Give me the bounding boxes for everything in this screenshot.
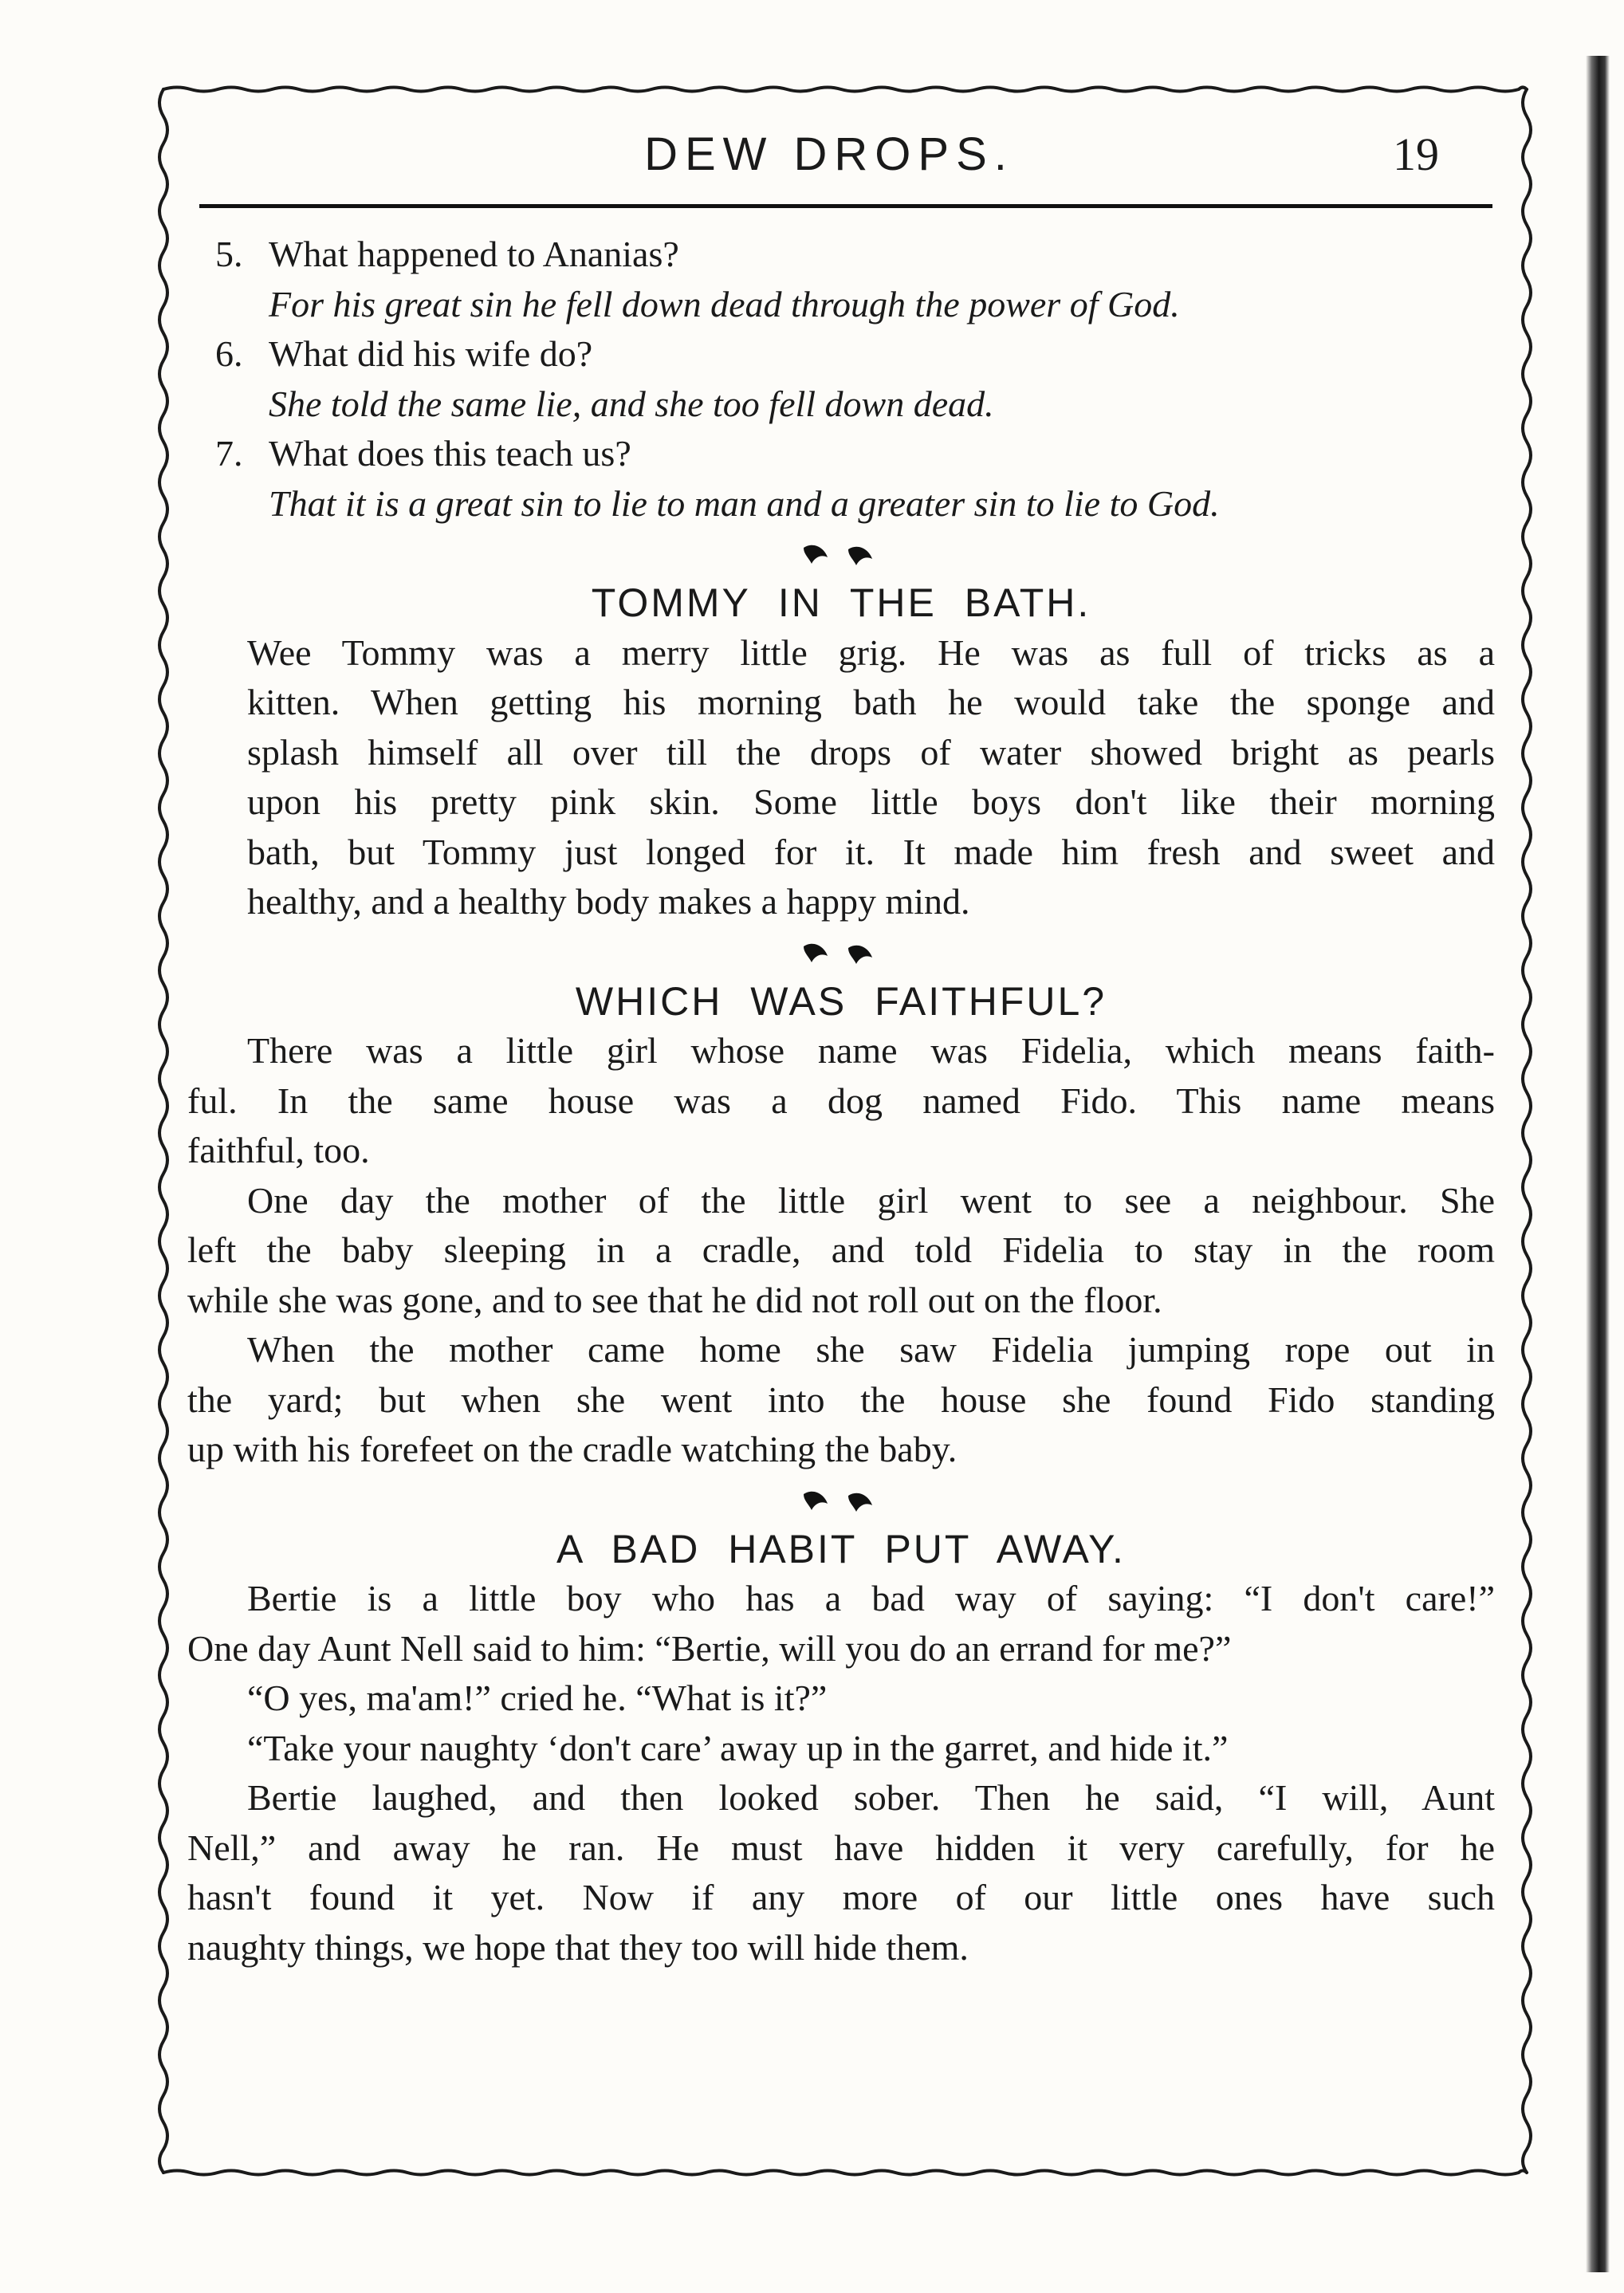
question-number: 6. <box>215 333 243 374</box>
text-line: One day the mother of the little girl went to see a neighbour. She <box>247 1179 1495 1221</box>
text-line: “Take your naughty ‘don't care’ away up in the garret, and hide it.” <box>247 1727 1229 1768</box>
running-title: DEW DROPS. <box>644 128 1014 180</box>
paragraph <box>187 1773 1495 1972</box>
text-line: hasn't found it yet. Now if any more of our little ones have such <box>187 1877 1495 1917</box>
text-line: splash himself all over till the drops of water showed bright as pearls <box>247 731 1495 773</box>
text-line: left the baby sleeping in a cradle, and told Fidelia to stay in the room <box>187 1229 1495 1270</box>
paragraph <box>187 1724 1495 1774</box>
text-line: Nell,” and away he ran. He must have hidden it very carefully, for he <box>187 1827 1495 1868</box>
page-number: 19 <box>1393 128 1439 180</box>
text-line: kitten. When getting his morning bath he would take the sponge and <box>247 682 1495 722</box>
paragraph <box>187 1176 1495 1326</box>
answer-5: For his great sin he fell down dead through the power of God. <box>269 283 1180 324</box>
text-line: the yard; but when she went into the house she found Fido standing <box>187 1379 1495 1420</box>
text-line: up with his forefeet on the cradle watching the baby. <box>187 1429 957 1469</box>
question-7 <box>187 429 1495 479</box>
section-title: A BAD HABIT PUT AWAY. <box>556 1526 1126 1571</box>
page-content <box>187 230 1495 1972</box>
header-rule <box>199 204 1492 208</box>
fleuron-ornament <box>187 927 1495 977</box>
fleuron-ornament <box>187 1475 1495 1524</box>
text-line: healthy, and a healthy body makes a happy mind. <box>247 881 970 922</box>
catechism-questions <box>187 230 1495 529</box>
question-6 <box>187 329 1495 380</box>
text-line: ful. In the same house was a dog named Fido. This name means <box>187 1080 1495 1121</box>
question-text: What happened to Ananias? <box>269 234 679 274</box>
question-number: 7. <box>215 433 243 474</box>
fleuron-ornament <box>187 529 1495 578</box>
paragraph <box>187 1325 1495 1475</box>
text-line: upon his pretty pink skin. Some little boys don't like their morning <box>247 781 1495 822</box>
text-line: naughty things, we hope that they too will hide them. <box>187 1926 969 1968</box>
text-line: Bertie is a little boy who has a bad way of saying: “I don't care!” <box>247 1578 1495 1618</box>
answer-6: She told the same lie, and she too fell down dead. <box>269 383 994 424</box>
section-title: TOMMY IN THE BATH. <box>591 580 1091 625</box>
text-line: When the mother came home she saw Fidelia jumping rope out in <box>247 1329 1495 1370</box>
leaf-ornament-icon <box>797 938 885 970</box>
section-title: WHICH WAS FAITHFUL? <box>575 978 1107 1024</box>
question-text: What does this teach us? <box>269 433 631 474</box>
leaf-ornament-icon <box>797 540 885 572</box>
question-5 <box>187 230 1495 280</box>
paragraph <box>187 1674 1495 1724</box>
leaf-ornament-icon <box>797 1486 885 1518</box>
paragraph <box>187 1574 1495 1674</box>
text-line: Bertie laughed, and then looked sober. Then he said, “I will, Aunt <box>247 1777 1495 1818</box>
running-header <box>175 128 1483 199</box>
question-number: 5. <box>215 234 243 274</box>
text-line: while she was gone, and to see that he did not roll out on the floor. <box>187 1279 1162 1320</box>
paragraph <box>187 1026 1495 1176</box>
text-line: bath, but Tommy just longed for it. It made him fresh and sweet and <box>247 831 1495 872</box>
text-line: Wee Tommy was a merry little grig. He was as full of tricks as a <box>247 631 1495 673</box>
question-text: What did his wife do? <box>269 333 593 374</box>
text-line: There was a little girl whose name was Fidelia, which means faith- <box>247 1030 1495 1071</box>
text-line: “O yes, ma'am!” cried he. “What is it?” <box>247 1677 828 1718</box>
text-line: faithful, too. <box>187 1130 370 1170</box>
paragraph <box>187 628 1495 927</box>
answer-7: That it is a great sin to lie to man and a greater sin to lie to God. <box>269 482 1220 524</box>
text-line: One day Aunt Nell said to him: “Bertie, will you do an errand for me?” <box>187 1627 1232 1669</box>
